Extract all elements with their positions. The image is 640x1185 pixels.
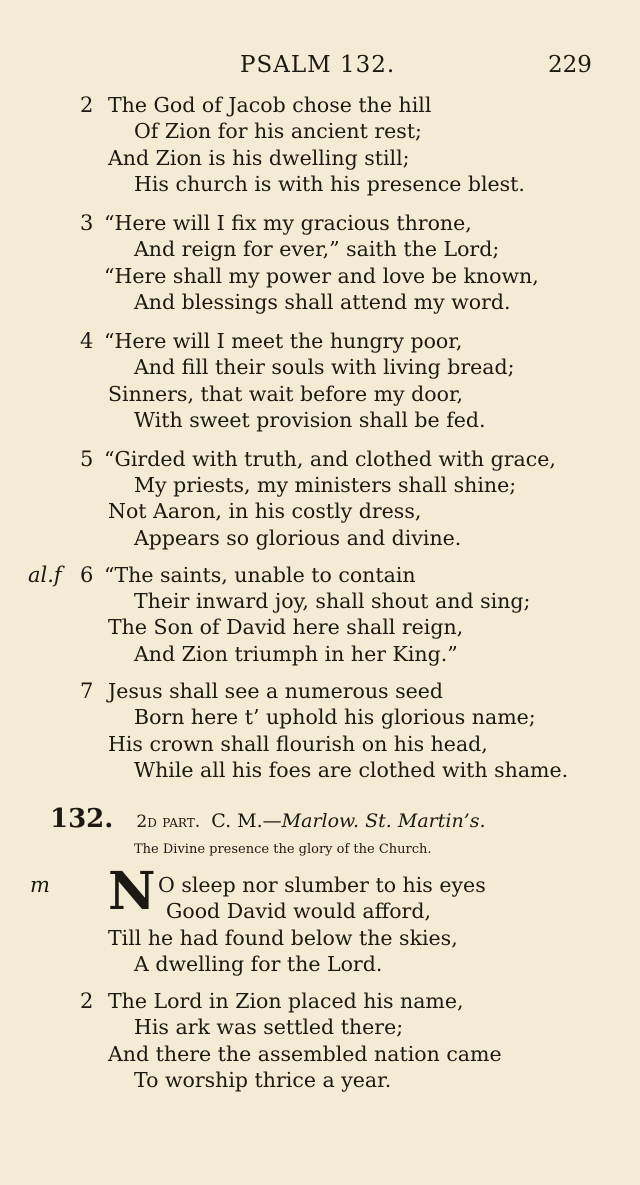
verse-line: Appears so glorious and divine. [134, 526, 462, 550]
verse-line: My priests, my ministers shall shine; [134, 473, 517, 497]
verse-line: “The saints, unable to contain [104, 563, 416, 587]
verse-line: Not Aaron, in his costly dress, [108, 499, 422, 523]
verse-line: With sweet provision shall be fed. [134, 408, 486, 432]
dynamics-mark: al.f [28, 563, 62, 587]
hymn-tunes: Marlow. St. Martin’s. [281, 810, 486, 832]
stanza-number: 5 [80, 447, 94, 471]
verse-line: The Son of David here shall reign, [108, 615, 464, 639]
hymn-heading [50, 804, 486, 834]
verse-line: The God of Jacob chose the hill [108, 93, 432, 117]
dynamics-mark: m [30, 873, 50, 897]
verse-line: Good David would afford, [166, 899, 431, 923]
verse-line: “Girded with truth, and clothed with grace, [104, 447, 556, 471]
verse-line: His church is with his presence blest. [134, 172, 525, 196]
verse-line: His ark was settled there; [134, 1015, 404, 1039]
running-header-title: PSALM 132. [240, 52, 396, 78]
drop-cap: N [108, 861, 156, 922]
verse-line: And blessings shall attend my word. [134, 290, 511, 314]
verse-line: Of Zion for his ancient rest; [134, 119, 422, 143]
verse-line: The Lord in Zion placed his name, [108, 989, 464, 1013]
verse-line: And there the assembled nation came [108, 1042, 502, 1066]
verse-line: Till he had found below the skies, [108, 926, 458, 950]
verse-line: “Here shall my power and love be known, [104, 264, 539, 288]
verse-line: Born here t’ uphold his glorious name; [134, 705, 536, 729]
verse-line: And Zion is his dwelling still; [108, 146, 410, 170]
stanza-number: 6 [80, 563, 94, 587]
verse-line: To worship thrice a year. [134, 1068, 392, 1092]
verse-line: While all his foes are clothed with shame. [134, 758, 569, 782]
hymn-number: 132. [50, 804, 114, 834]
verse-line: Sinners, that wait before my door, [108, 382, 464, 406]
verse-line: Their inward joy, shall shout and sing; [134, 589, 531, 613]
verse-line: And Zion triumph in her King.” [134, 642, 458, 666]
verse-line: O sleep nor slumber to his eyes [158, 873, 486, 897]
stanza-number: 7 [80, 679, 94, 703]
verse-line: And reign for ever,” saith the Lord; [134, 237, 500, 261]
stanza-number: 3 [80, 211, 94, 235]
stanza-number: 4 [80, 329, 94, 353]
verse-line: And fill their souls with living bread; [134, 355, 515, 379]
hymn-subtitle: The Divine presence the glory of the Church. [134, 842, 432, 857]
verse-line: Jesus shall see a numerous seed [108, 679, 443, 703]
verse-line: His crown shall flourish on his head, [108, 732, 488, 756]
verse-line: “Here will I meet the hungry poor, [104, 329, 463, 353]
verse-line: A dwelling for the Lord. [134, 952, 383, 976]
stanza-number: 2 [80, 989, 94, 1013]
stanza-number: 2 [80, 93, 94, 117]
hymn-part: 2d part. [136, 812, 201, 832]
hymn-meter: C. M.— [211, 810, 282, 832]
page-number: 229 [548, 52, 592, 78]
verse-line: “Here will I fix my gracious throne, [104, 211, 472, 235]
